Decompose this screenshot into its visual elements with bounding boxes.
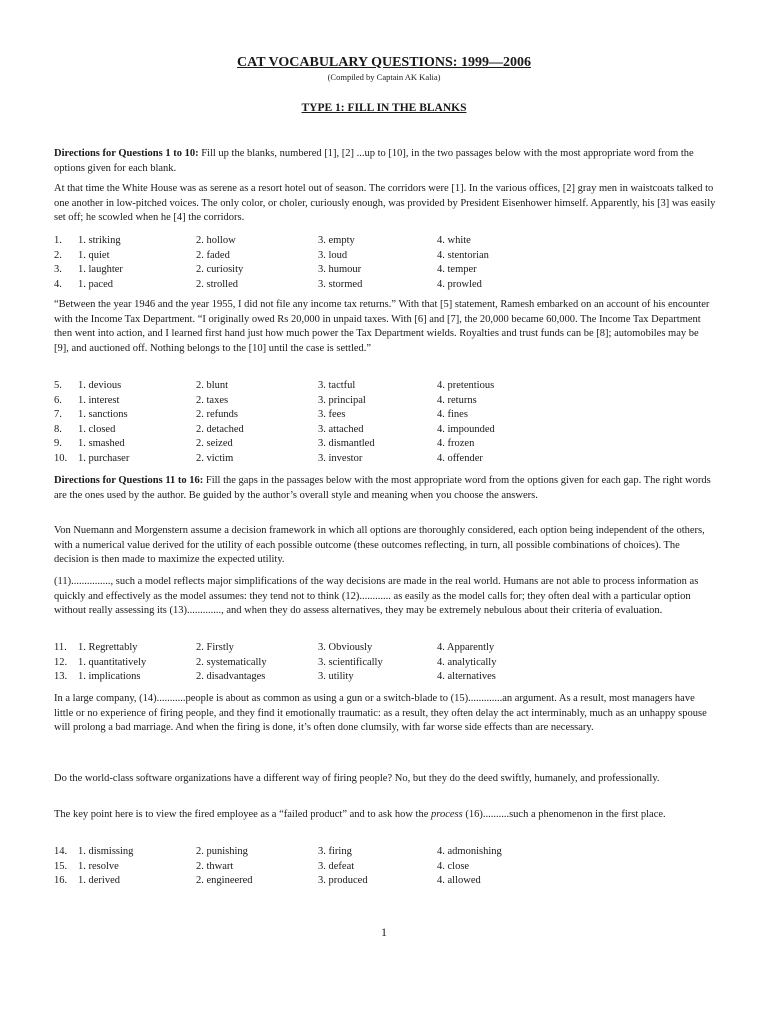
passage-2: “Between the year 1946 and the year 1955, I did not file any income tax returns.” With that [5] statement, Ramesh embarked on an account of his encounter with the Income Tax Department. “I originally owed Rs 20,000 in unpaid taxes. With [6] and [7], the 20,000 became 60,000. The Income Tax Department then went into action, and I learned first hand just how much power the Tax Department wields. Royalties and trust funds can be [8]; automobiles may be [9], and auctioned off. Nothing belongs to the [10] until the case is settled.” bbox=[54, 299, 710, 354]
answer-option: 1. quiet bbox=[78, 249, 110, 261]
answer-option: 3. tactful bbox=[318, 380, 356, 391]
question-number: 11. bbox=[54, 642, 67, 653]
answer-option: 3. dismantled bbox=[318, 438, 375, 450]
answer-option: 2. engineered bbox=[196, 875, 253, 887]
answer-option: 1. devious bbox=[78, 380, 122, 391]
document-title: CAT VOCABULARY QUESTIONS: 1999—2006 bbox=[237, 55, 531, 70]
answer-option: 2. punishing bbox=[196, 846, 248, 857]
passage-1: At that time the White House was as serene as a resort hotel out of season. The corridors were [1]. In the various offices, [2] gray men in waistcoats talked to one another in low-pitched voices. The only color, or choler, curiously enough, was provided by President Eisenhower himself. Apparently, his [3] was easily set off; he scowled when he [4] the corridors. bbox=[54, 183, 716, 223]
directions-1 bbox=[54, 147, 716, 176]
question-number: 6. bbox=[54, 394, 62, 406]
answer-option: 1. laughter bbox=[78, 264, 123, 276]
answer-option: 1. derived bbox=[78, 875, 120, 887]
answer-option: 1. resolve bbox=[78, 860, 119, 872]
question-number: 13. bbox=[54, 671, 68, 683]
answer-option: 4. pretentious bbox=[437, 380, 495, 391]
question-number: 5. bbox=[54, 380, 62, 391]
answer-option: 4. fines bbox=[437, 409, 468, 421]
answer-option: 2. systematically bbox=[196, 656, 267, 668]
answer-option: 1. sanctions bbox=[78, 409, 128, 421]
answer-option: 4. close bbox=[437, 860, 470, 872]
question-number: 4. bbox=[54, 278, 62, 290]
answer-option: 1. smashed bbox=[78, 438, 125, 450]
answer-option: 4. admonishing bbox=[437, 846, 502, 857]
answer-option: 2. victim bbox=[196, 453, 234, 464]
answer-option: 4. frozen bbox=[437, 438, 475, 450]
question-number: 14. bbox=[54, 846, 68, 857]
answer-option: 4. temper bbox=[437, 264, 477, 276]
answer-option: 3. humour bbox=[318, 264, 362, 276]
answer-option: 4. alternatives bbox=[437, 671, 496, 683]
question-number: 7. bbox=[54, 409, 62, 421]
answer-option: 1. paced bbox=[78, 278, 113, 290]
answer-option: 4. stentorian bbox=[437, 249, 489, 261]
answer-option: 3. loud bbox=[318, 249, 348, 261]
answer-option: 4. impounded bbox=[437, 423, 495, 435]
answer-option: 1. striking bbox=[78, 235, 121, 246]
passage-5: In a large company, (14)...........people is about as common as using a gun or a switch-blade to (15).............an argument. As a result, most managers have little or no experience of firing people, and they find it emotionally traumatic: as a result, they often delay the act interminably, much as an unhappy spouse will prolong a bad marriage. And when the firing is done, it’s often done clumsily, with far worse side effects than are necessary. bbox=[54, 693, 707, 733]
passage-7-emphasis: process bbox=[431, 809, 463, 820]
question-number: 16. bbox=[54, 875, 68, 887]
question-number: 9. bbox=[54, 438, 62, 450]
answer-option: 1. implications bbox=[78, 671, 141, 683]
question-number: 12. bbox=[54, 656, 68, 668]
answer-option: 1. Regrettably bbox=[78, 642, 138, 653]
passage-4: (11)..............., such a model reflects major simplifications of the way decisions are made in the real world. Humans are not able to process information as quickly and effectively as the model assumes: they tend not to think (12)............ as easily as the model calls for; they often deal with a particular option without really assessing its (13)............., and when they do assess alternatives, they may be extremely nebulous about their criteria of evaluation. bbox=[54, 576, 699, 616]
answer-option: 4. white bbox=[437, 235, 471, 246]
answer-option: 3. principal bbox=[318, 394, 366, 406]
passage-3: Von Nuemann and Morgenstern assume a decision framework in which all options are thoroughly considered, each option being independent of the others, with a numerical value derived for the utility of each possible outcome (these outcomes reflecting, in turn, all possible combinations of choices). The decision is then made to maximize the expected utility. bbox=[54, 525, 705, 565]
answer-option: 4. analytically bbox=[437, 656, 497, 668]
passage-7 bbox=[54, 808, 716, 823]
answer-option: 3. produced bbox=[318, 875, 368, 887]
answer-option: 1. quantitatively bbox=[78, 656, 147, 668]
answer-option: 2. thwart bbox=[196, 860, 234, 872]
directions-2 bbox=[54, 474, 716, 503]
answer-option: 3. empty bbox=[318, 235, 355, 246]
answer-option: 2. hollow bbox=[196, 235, 236, 246]
answer-option: 1. dismissing bbox=[78, 846, 134, 857]
answer-option: 4. returns bbox=[437, 394, 477, 406]
answer-option: 1. interest bbox=[78, 394, 120, 406]
section-title: TYPE 1: FILL IN THE BLANKS bbox=[301, 102, 467, 114]
directions-1-heading: Directions for Questions 1 to 10: bbox=[54, 148, 199, 159]
answer-option: 3. defeat bbox=[318, 860, 355, 872]
answer-option: 4. offender bbox=[437, 453, 483, 464]
answer-option: 3. utility bbox=[318, 671, 354, 683]
question-number: 10. bbox=[54, 453, 68, 464]
question-number: 2. bbox=[54, 249, 62, 261]
directions-1-text: Fill up the blanks, numbered [1], [2] ...up to [10], in the two passages below with the most appropriate word from the options given for each blank. bbox=[54, 148, 694, 174]
answer-option: 4. Apparently bbox=[437, 642, 495, 653]
answer-option: 2. curiosity bbox=[196, 264, 244, 276]
page-number: 1 bbox=[381, 925, 387, 939]
answer-option: 2. detached bbox=[196, 423, 244, 435]
passage-7-part-a: The key point here is to view the fired employee as a “failed product” and to ask how the bbox=[54, 809, 431, 820]
answer-option: 2. Firstly bbox=[196, 642, 234, 653]
question-number: 1. bbox=[54, 235, 62, 246]
answer-option: 2. refunds bbox=[196, 409, 238, 421]
question-number: 8. bbox=[54, 423, 62, 435]
directions-2-heading: Directions for Questions 11 to 16: bbox=[54, 475, 204, 486]
answer-option: 3. investor bbox=[318, 453, 363, 464]
directions-2-text: Fill the gaps in the passages below with the most appropriate word from the options given for each gap. The right words are the ones used by the author. Be guided by the author’s overall style and meaning when you choose the answers. bbox=[54, 475, 711, 501]
answer-option: 1. purchaser bbox=[78, 453, 130, 464]
answer-option: 2. taxes bbox=[196, 394, 229, 406]
answer-option: 3. Obviously bbox=[318, 642, 373, 653]
answer-option: 4. prowled bbox=[437, 278, 482, 290]
question-number: 3. bbox=[54, 264, 62, 276]
answer-option: 3. attached bbox=[318, 423, 364, 435]
answer-option: 2. blunt bbox=[196, 380, 229, 391]
answer-option: 2. strolled bbox=[196, 278, 238, 290]
passage-7-part-b: (16)..........such a phenomenon in the first place. bbox=[462, 809, 666, 820]
passage-6: Do the world-class software organizations have a different way of firing people? No, but they do the deed swiftly, humanely, and professionally. bbox=[54, 773, 660, 784]
answer-option: 4. allowed bbox=[437, 875, 481, 887]
answer-option: 2. seized bbox=[196, 438, 233, 450]
document-subtitle: (Compiled by Captain AK Kalia) bbox=[327, 72, 441, 82]
answer-option: 3. fees bbox=[318, 409, 346, 421]
answer-option: 3. scientifically bbox=[318, 656, 383, 668]
answer-option: 2. disadvantages bbox=[196, 671, 266, 683]
answer-option: 1. closed bbox=[78, 423, 116, 435]
question-number: 15. bbox=[54, 860, 68, 872]
answer-option: 2. faded bbox=[196, 249, 230, 261]
answer-option: 3. firing bbox=[318, 846, 352, 857]
answer-option: 3. stormed bbox=[318, 278, 363, 290]
